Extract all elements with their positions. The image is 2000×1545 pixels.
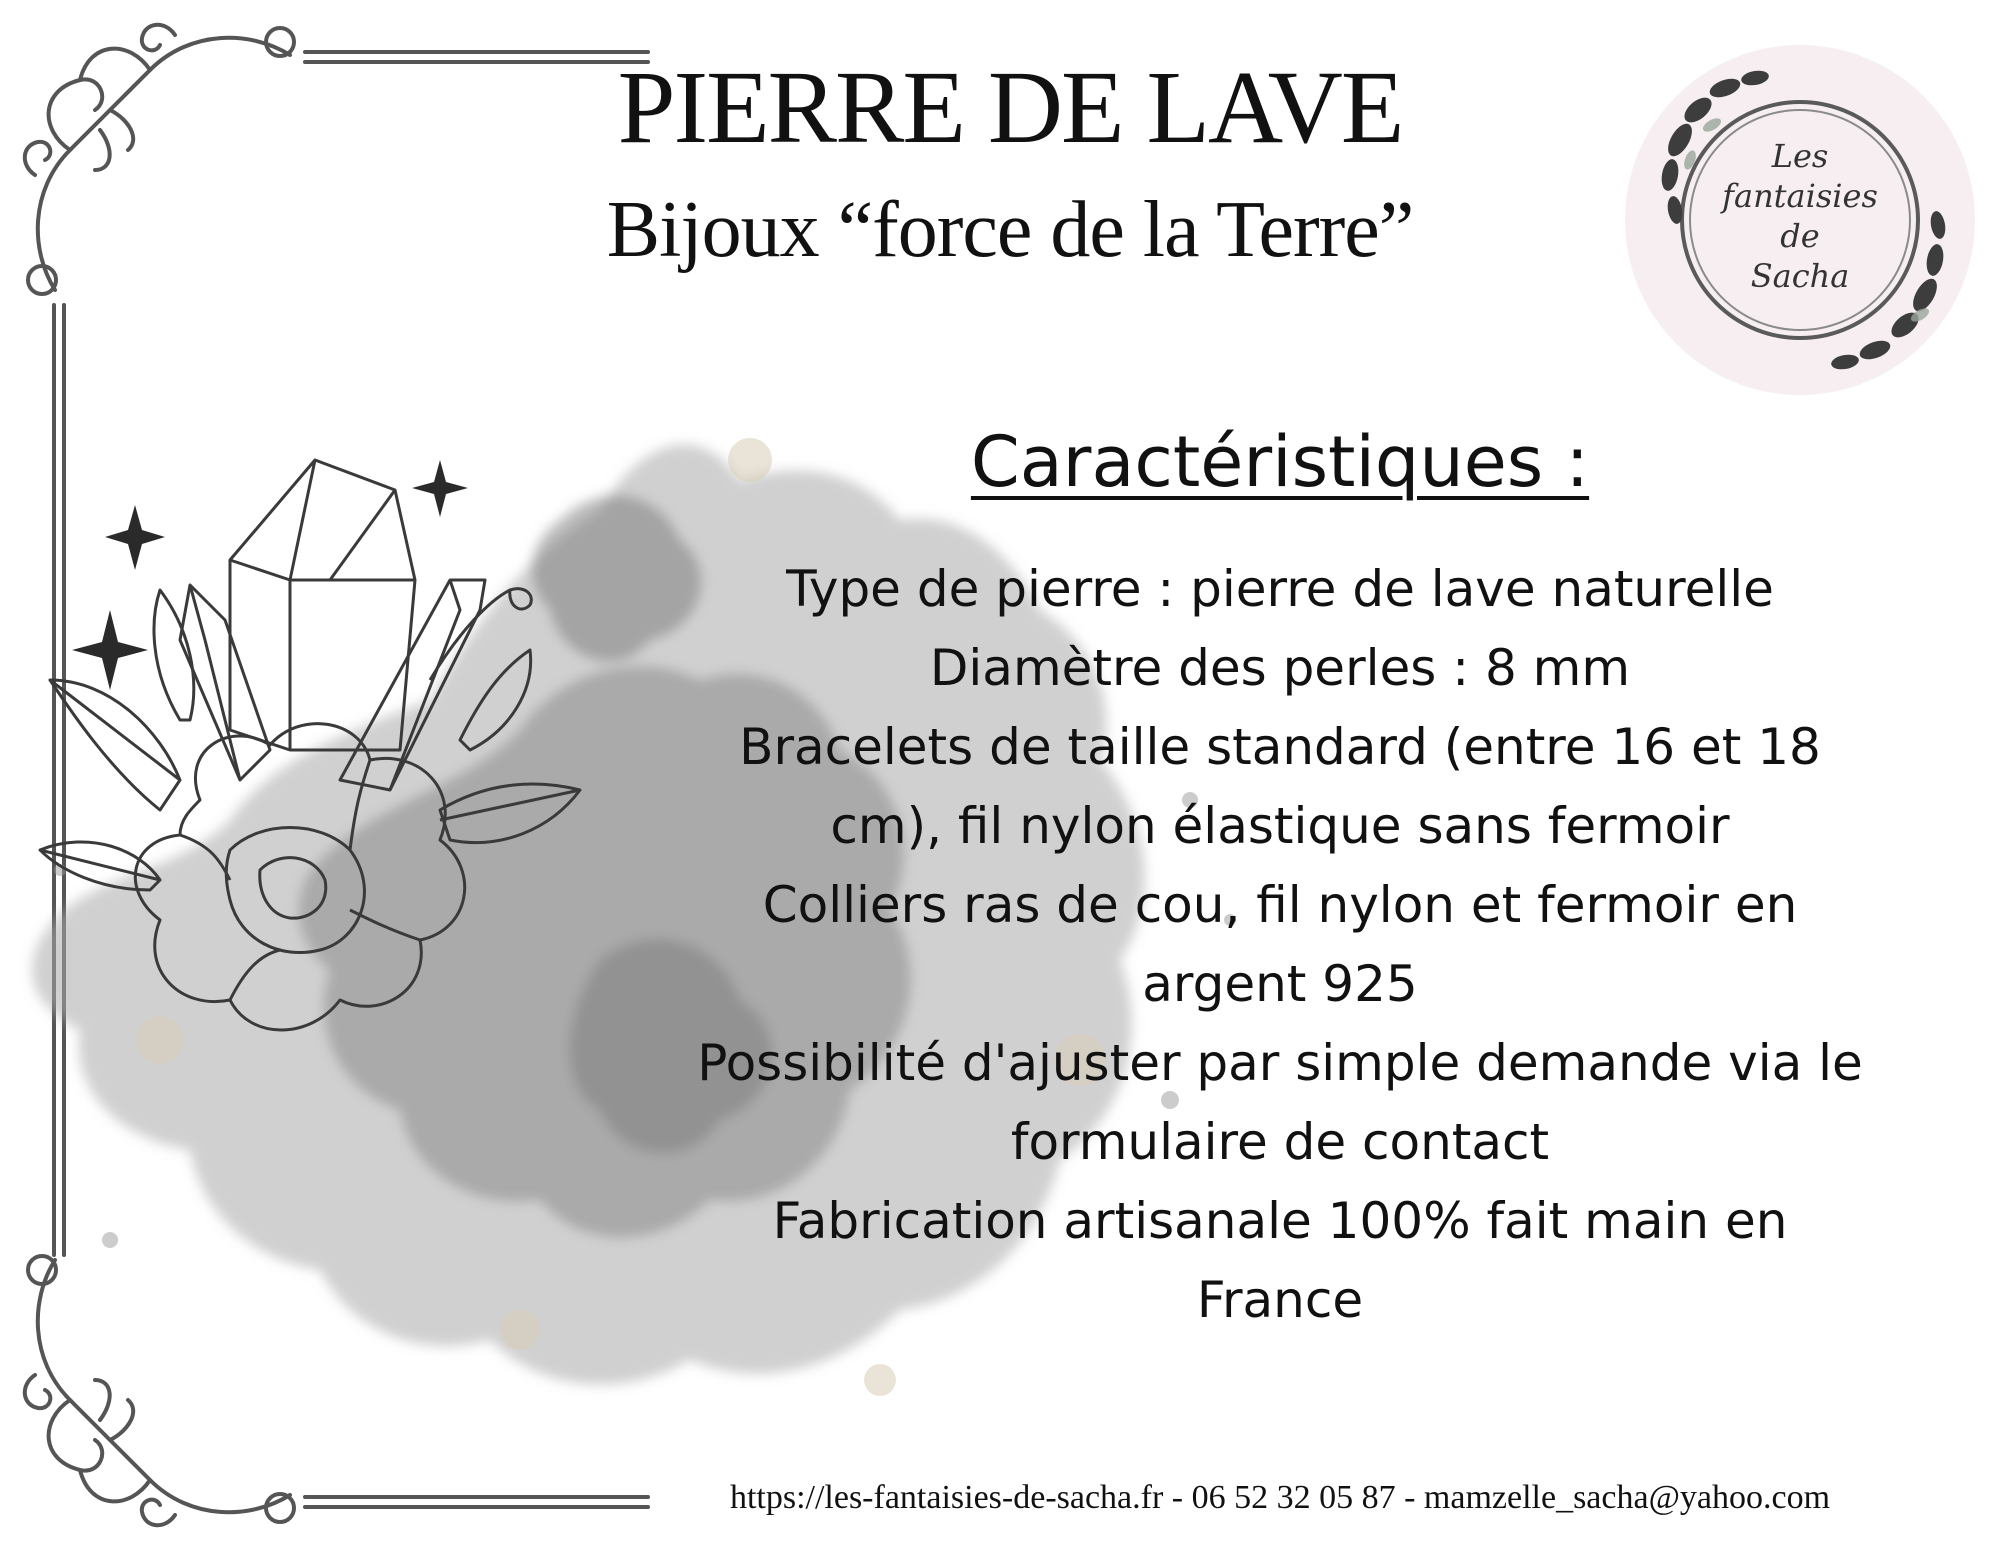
- logo-line-4: Sacha: [1750, 257, 1850, 295]
- feature-handmade: Fabrication artisanale 100% fait main en France: [772, 1192, 1788, 1329]
- feature-adjustment: Possibilité d'ajuster par simple demande via le formulaire de contact: [697, 1034, 1863, 1171]
- feature-bead-diameter: Diamètre des perles : 8 mm: [929, 639, 1631, 697]
- logo-line-1: Les: [1771, 137, 1829, 175]
- logo-text: [1650, 136, 1950, 296]
- characteristics-heading: Caractéristiques :: [970, 421, 1590, 503]
- feature-bracelets: Bracelets de taille standard (entre 16 et 18 cm), fil nylon élastique sans fermoir: [739, 718, 1821, 855]
- feature-necklaces: Colliers ras de cou, fil nylon et fermoir en argent 925: [762, 876, 1798, 1013]
- logo-line-3: de: [1780, 217, 1820, 255]
- crystal-flower-illustration-icon: [30, 450, 630, 1060]
- feature-stone-type: Type de pierre : pierre de lave naturelle: [786, 560, 1774, 618]
- page-title: PIERRE DE LAVE: [617, 50, 1403, 165]
- characteristics-list: [630, 550, 1930, 1340]
- logo-line-2: fantaisies: [1722, 177, 1878, 215]
- footer-contact: https://les-fantaisies-de-sacha.fr - 06 52 32 05 87 - mamzelle_sacha@yahoo.com: [729, 1479, 1831, 1516]
- page-subtitle: Bijoux “force de la Terre”: [606, 186, 1414, 274]
